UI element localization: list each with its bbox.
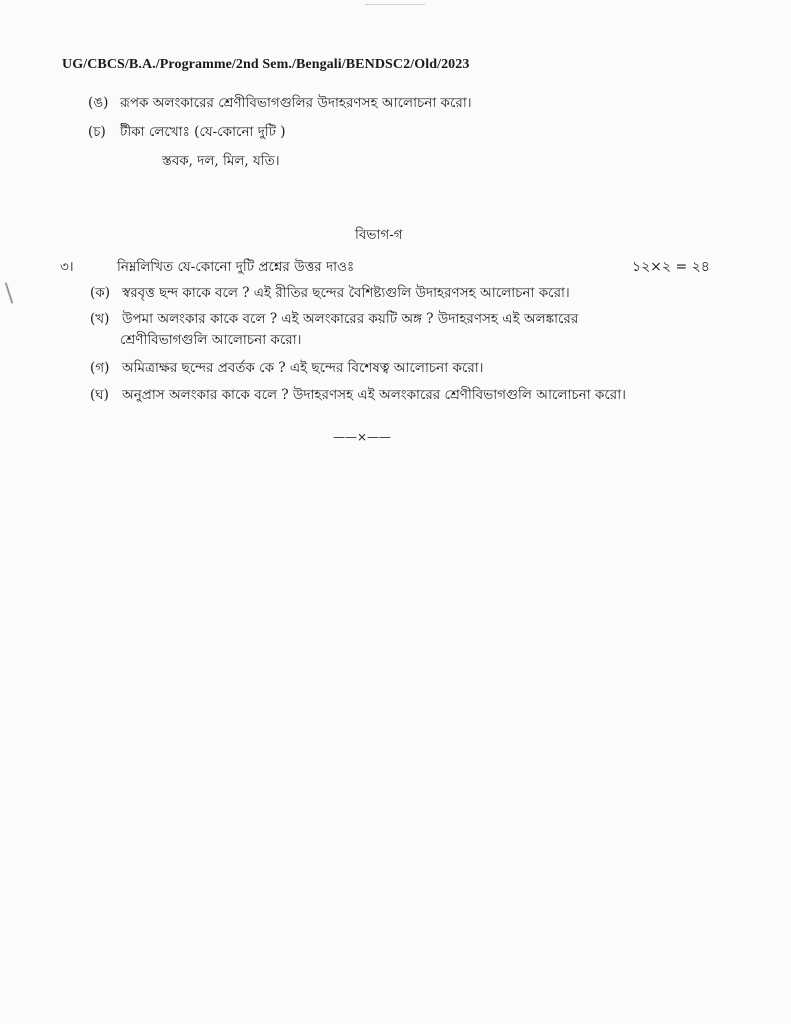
question-item-kha — [90, 308, 578, 331]
item-text: উপমা অলংকার কাকে বলে ? এই অলংকারের কয়টি অঙ্গ ? উদাহরণসহ এই অলঙ্কারের — [122, 311, 579, 327]
section-title: বিভাগ-গ — [355, 227, 403, 243]
short-notes-list: স্তবক, দল, মিল, যতি। — [162, 153, 280, 169]
item-text: স্বরবৃত্ত ছন্দ কাকে বলে ? এই রীতির ছন্দের বৈশিষ্ট্যগুলি উদাহরণসহ আলোচনা করো। — [122, 285, 570, 301]
item-text: অমিত্রাক্ষর ছন্দের প্রবর্তক কে ? এই ছন্দের বিশেষত্ব আলোচনা করো। — [122, 360, 484, 376]
item-label: (ক) — [90, 285, 110, 301]
question-instruction: নিম্নলিখিত যে-কোনো দুটি প্রশ্নের উত্তর দাওঃ — [117, 259, 355, 275]
question-item-cha — [88, 121, 286, 144]
question-item-ka — [90, 282, 570, 305]
item-label: (গ) — [90, 360, 110, 376]
item-text: অনুপ্রাস অলংকার কাকে বলে ? উদাহরণসহ এই অলংকারের শ্রেণীবিভাগগুলি আলোচনা করো। — [122, 387, 626, 403]
scan-artifact-line — [365, 4, 425, 5]
scan-artifact-mark — [5, 282, 14, 304]
item-text: টীকা লেখোঃ (যে-কোনো দুটি ) — [120, 124, 286, 140]
question-item-gha — [90, 384, 626, 407]
item-text: রূপক অলংকারের শ্রেণীবিভাগগুলির উদাহরণসহ আলোচনা করো। — [120, 95, 472, 111]
item-label: (খ) — [90, 311, 110, 327]
question-number: ৩। — [60, 259, 74, 275]
question-item-ga — [90, 357, 484, 380]
item-label: (ঙ) — [88, 95, 109, 111]
question-marks: ১২×২ = ২৪ — [632, 259, 710, 275]
item-text-continuation: শ্রেণীবিভাগগুলি আলোচনা করো। — [120, 332, 302, 348]
paper-code-header: UG/CBCS/B.A./Programme/2nd Sem./Bengali/BENDSC2/Old/2023 — [62, 57, 470, 72]
question-item-uo — [88, 92, 472, 115]
item-label: (চ) — [88, 124, 106, 140]
item-label: (ঘ) — [90, 387, 109, 403]
end-marker: ——×—— — [333, 430, 392, 444]
